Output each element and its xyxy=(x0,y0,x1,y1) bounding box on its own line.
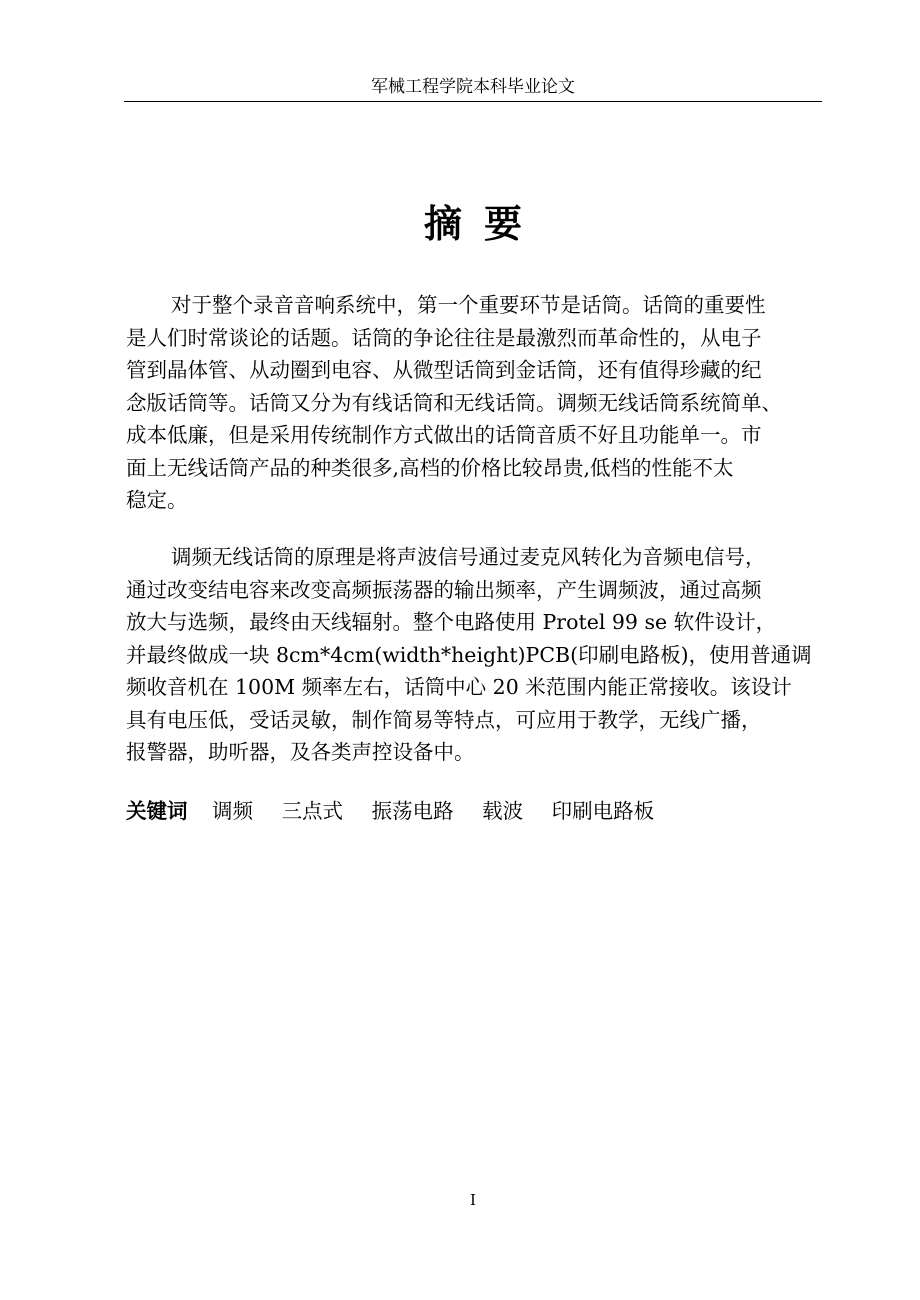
paragraph-line: 面上无线话筒产品的种类很多,高档的价格比较昂贵,低档的性能不太 xyxy=(126,455,734,480)
running-header: 军械工程学院本科毕业论文 xyxy=(371,77,575,97)
keyword: 载波 xyxy=(482,799,524,823)
paragraph-line: 调频无线话筒的原理是将声波信号通过麦克风转化为音频电信号， xyxy=(171,545,766,569)
keywords-line xyxy=(126,795,822,827)
keyword: 三点式 xyxy=(281,799,344,823)
paragraph-line: 放大与选频，最终由天线辐射。整个电路使用 Protel 99 se 软件设计， xyxy=(126,610,777,634)
paragraph-line: 报警器，助听器，及各类声控设备中。 xyxy=(126,740,475,764)
paragraph-line: 成本低廉，但是采用传统制作方式做出的话筒音质不好且功能单一。市 xyxy=(126,423,762,447)
abstract-paragraph-2 xyxy=(126,541,822,769)
paragraph-line: 通过改变结电容来改变高频振荡器的输出频率，产生调频波，通过高频 xyxy=(126,577,762,602)
paragraph-line: 频收音机在 100M 频率左右，话筒中心 20 米范围内能正常接收。该设计 xyxy=(126,675,792,699)
paragraph-line: 是人们时常谈论的话题。话筒的争论往往是最激烈而革命性的，从电子 xyxy=(126,325,762,350)
keyword: 调频 xyxy=(212,799,254,823)
header-rule xyxy=(124,101,822,102)
paragraph-line: 念版话筒等。话筒又分为有线话筒和无线话筒。调频无线话筒系统简单、 xyxy=(126,390,782,415)
abstract-paragraph-1 xyxy=(126,289,822,517)
page-number: I xyxy=(470,1191,476,1209)
keywords-label: 关键词 xyxy=(126,799,188,823)
keyword: 印刷电路板 xyxy=(551,799,655,823)
abstract-title: 摘要 xyxy=(423,202,544,246)
paragraph-line: 具有电压低，受话灵敏，制作简易等特点，可应用于教学，无线广播， xyxy=(126,707,762,732)
paragraph-line: 稳定。 xyxy=(126,488,188,512)
paragraph-line: 并最终做成一块 8cm*4cm(width*height)PCB(印刷电路板)，使用普通调 xyxy=(126,642,812,667)
paragraph-line: 管到晶体管、从动圈到电容、从微型话筒到金话筒，还有值得珍藏的纪 xyxy=(126,358,762,382)
paragraph-line: 对于整个录音音响系统中，第一个重要环节是话筒。话筒的重要性 xyxy=(171,293,766,317)
keyword: 振荡电路 xyxy=(371,799,454,823)
